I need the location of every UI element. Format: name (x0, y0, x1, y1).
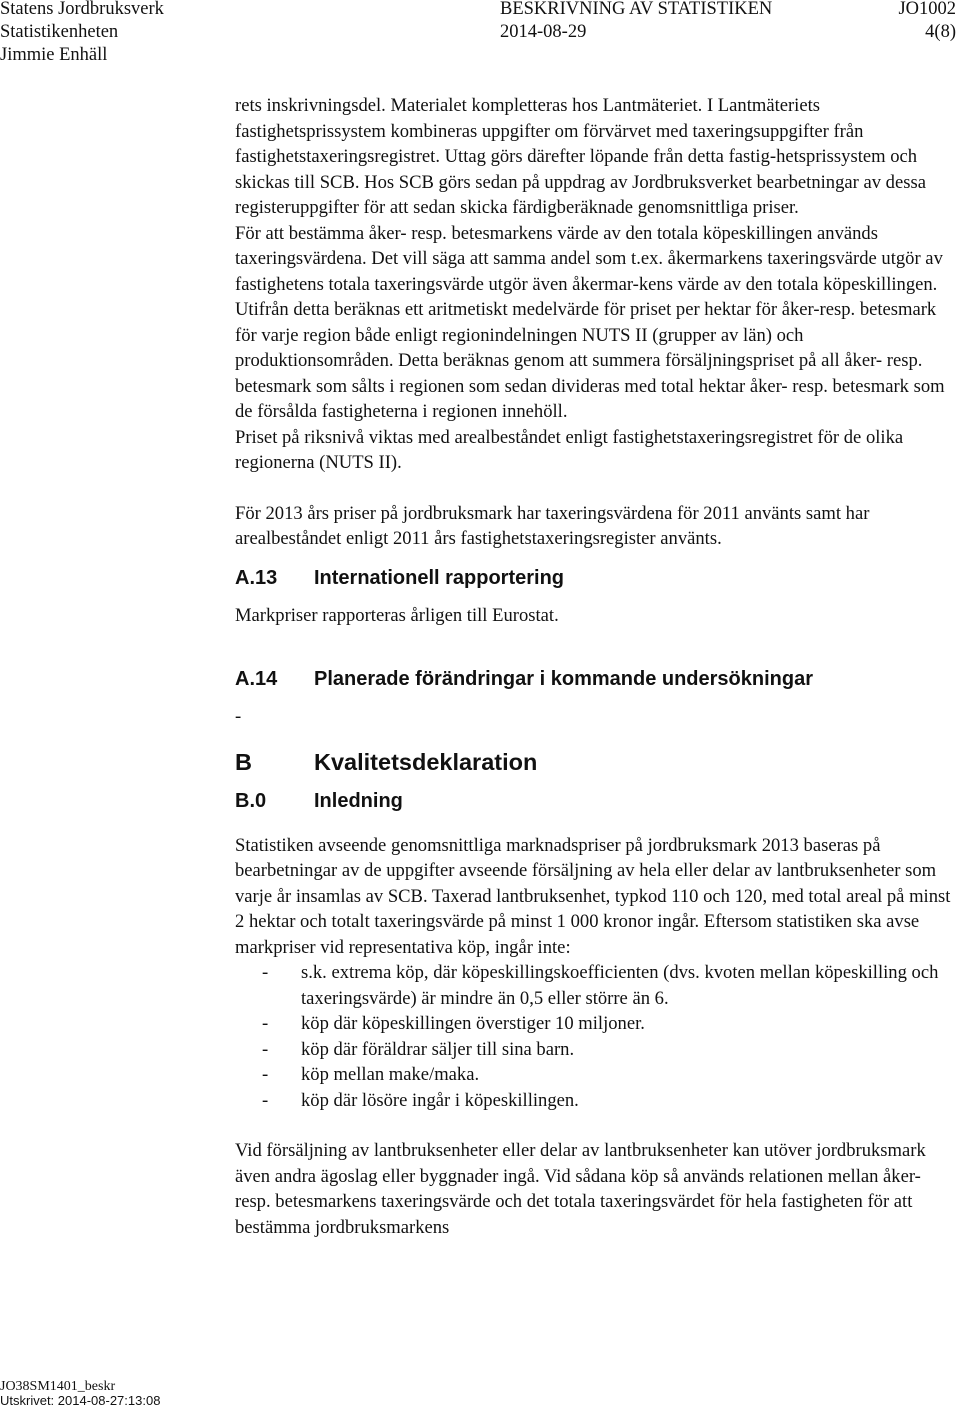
list-item: - köp där lösöre ingår i köpeskillingen. (235, 1088, 960, 1114)
paragraph: Statistiken avseende genomsnittliga marknadspriser på jordbruksmark 2013 baseras på bearbetningar av de uppgifter avseende försäljning av hela eller delar av lantbruksenheter som varje år insamlas av SCB. Taxerad lantbruksenhet, typkod 110 och 120, med total areal på minst 2 hektar och totalt taxeringsvärde på minst 1 000 kronor ingår. Eftersom statistiken ska avse markpriser vid representativa köp, ingår inte: (235, 834, 951, 958)
paragraph: För 2013 års priser på jordbruksmark har taxeringsvärdena för 2011 använts samt har arealbeståndet enligt 2011 års fastighetstaxeringsregister använts. (235, 502, 870, 549)
list-item: - s.k. extrema köp, där köpeskillingskoefficienten (dvs. kvoten mellan köpeskilling och taxeringsvärde) är mindre än 0,5 eller större än 6. (235, 960, 960, 1011)
paragraph: För att bestämma åker- resp. betesmarkens värde av den totala köpeskillingen används taxeringsvärdena. Det vill säga att samma andel som t.ex. åkermarkens taxeringsvärde utgör av fastighetens totala taxeringsvärde utgör även åkermar-kens värde av den totala köpeskillingen. (235, 222, 943, 295)
page-footer (0, 1380, 160, 1408)
header-page-number: 4(8) (925, 22, 956, 42)
header-unit: Statistikenheten (0, 22, 119, 42)
chapter-heading-b (235, 750, 960, 776)
header-date: 2014-08-29 (500, 22, 587, 42)
footer-printed: Utskrivet: 2014-08-27:13:08 (0, 1393, 161, 1408)
header-author: Jimmie Enhäll (0, 45, 108, 65)
header-doc-type: BESKRIVNING AV STATISTIKEN (500, 0, 773, 19)
section-title: Planerade förändringar i kommande undersökningar (314, 667, 814, 690)
paragraph: Markpriser rapporteras årligen till Eurostat. (235, 605, 559, 626)
section-heading-a14 (235, 667, 960, 693)
section-number: B.0 (235, 790, 267, 812)
section-title: Kvalitetsdeklaration (314, 748, 538, 775)
exclusion-list (235, 960, 960, 1113)
section-heading-b0 (235, 789, 960, 815)
paragraph: rets inskrivningsdel. Materialet kompletteras hos Lantmäteriet. I Lantmäteriets fastighetsprissystem kombineras uppgifter om förvärvet med taxeringsuppgifter från fastighetstaxeringsregistret. Uttag görs därefter löpande från detta fastig-hetsprissystem och skickas till SCB. Hos SCB görs sedan på uppdrag av Jordbruksverket bearbetningar av dessa registeruppgifter för att sedan skicka färdigberäknade genomsnittliga priser. (235, 95, 926, 218)
paragraph: - (235, 706, 242, 727)
list-item: - köp mellan make/maka. (235, 1062, 960, 1088)
list-item: - köp där köpeskillingen överstiger 10 miljoner. (235, 1011, 960, 1037)
section-title: Inledning (314, 790, 403, 812)
paragraph: Utifrån detta beräknas ett aritmetiskt medelvärde för priset per hektar för åker-resp. betesmark för varje region både enligt regionindelningen NUTS II (grupper av län) och produktionsområden. Detta beräknas genom att summera försäljningspriset på all åker- resp. betesmark som sålts i regionen som sedan divideras med total hektar åker- resp. betesmark som de försålda fastigheterna i regionen innehöll. (235, 299, 945, 422)
section-heading-a13 (235, 566, 960, 592)
paragraph: Priset på riksnivå viktas med arealbeståndet enligt fastighetstaxeringsregistret för de olika regionerna (NUTS II). (235, 426, 904, 473)
section-number: B (235, 748, 252, 775)
header-doc-code: JO1002 (898, 0, 956, 19)
section-number: A.14 (235, 667, 278, 690)
section-number: A.13 (235, 566, 278, 589)
document-body (235, 93, 960, 1240)
footer-filename: JO38SM1401_beskr (0, 1379, 116, 1394)
list-item: - köp där föräldrar säljer till sina barn. (235, 1037, 960, 1063)
section-title: Internationell rapportering (314, 566, 565, 589)
paragraph: Vid försäljning av lantbruksenheter eller delar av lantbruksenheter kan utöver jordbruksmark även andra ägoslag eller byggnader ingå. Vid sådana köp så används relationen mellan åker- resp. betesmarkens taxeringsvärde och det totala taxeringsvärdet för hela fastigheten för att bestämma jordbruksmarkens (235, 1140, 926, 1238)
header-org: Statens Jordbruksverk (0, 0, 164, 19)
